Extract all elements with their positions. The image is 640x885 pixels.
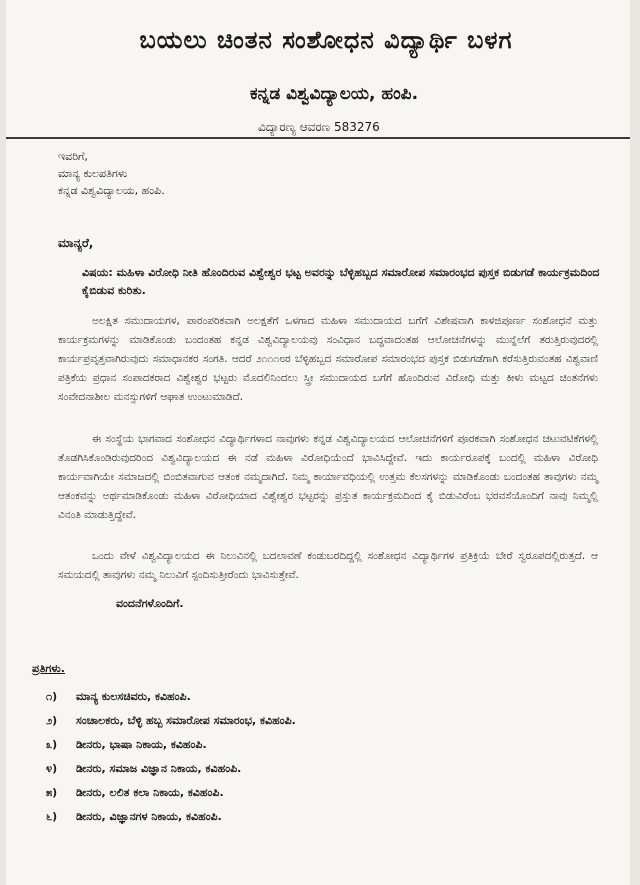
recipient-line: ಇವರಿಗೆ, bbox=[58, 150, 88, 163]
recipient-block bbox=[58, 148, 165, 199]
address-line: ವಿದ್ಯಾರಣ್ಯ ಆವರಣ 583276 bbox=[258, 120, 380, 134]
subject-line: ವಿಷಯ: ಮಹಿಳಾ ವಿರೋಧಿ ನೀತಿ ಹೊಂದಿರುವ ವಿಶ್ವೇಶ್ವರ ಭಟ್ಟ ಅವರನ್ನು ಬೆಳ್ಳಿಹಬ್ಬದ ಸಮಾರೋಪ ಸಮಾರಂಭದ ಪುಸ್ತಕ ಬಿಡುಗಡೆ ಕಾರ್ಯಕ್ರಮದಿಂದ ಕೈಬಿಡುವ ಕುರಿತು. bbox=[82, 266, 600, 297]
header-divider bbox=[6, 137, 630, 139]
copies-heading: ಪ್ರತಿಗಳು. bbox=[32, 662, 65, 675]
list-item bbox=[46, 709, 296, 733]
list-item bbox=[46, 685, 296, 709]
body-paragraph: ಒಂದು ವೇಳೆ ವಿಶ್ವವಿದ್ಯಾಲಯದ ಈ ನಿಲುವಿನಲ್ಲಿ ಬದಲಾವಣೆ ಕಂಡುಬರದಿದ್ದಲ್ಲಿ ಸಂಶೋಧನ ವಿದ್ಯಾರ್ಥಿಗಳ ಪ್ರತಿಕ್ರಿಯೆ ಬೇರೆ ಸ್ವರೂಪದಲ್ಲಿರುತ್ತದೆ. ಆ ಸಮಯದಲ್ಲಿ ತಾವುಗಳು ನಮ್ಮ ನಿಲುವಿಗೆ ಸ್ಪಂದಿಸುತ್ತೀರೆಂದು ಭಾವಿಸುತ್ತೇವೆ. bbox=[58, 550, 598, 581]
recipient-line: ಮಾನ್ಯ ಕುಲಪತಿಗಳು bbox=[58, 167, 128, 180]
salutation: ಮಾನ್ಯರೆ, bbox=[58, 236, 94, 250]
list-item-number: ೪) bbox=[46, 762, 58, 775]
list-item bbox=[46, 757, 296, 781]
list-item-number: ೩) bbox=[46, 738, 58, 751]
organization-title: ಬಯಲು ಚಿಂತನ ಸಂಶೋಧನ ವಿದ್ಯಾರ್ಥಿ ಬಳಗ bbox=[139, 26, 513, 54]
closing-line: ವಂದನೆಗಳೊಂದಿಗೆ. bbox=[116, 597, 184, 610]
list-item-number: ೧) bbox=[46, 690, 58, 703]
body-paragraph: ಅಲಕ್ಷಿತ ಸಮುದಾಯಗಳ, ಪಾರಂಪರಿಕವಾಗಿ ಅಲಕ್ಷತೆಗೆ ಒಳಗಾದ ಮಹಿಳಾ ಸಮುದಾಯದ ಬಗೆಗೆ ವಿಶೇಷವಾಗಿ ಕಾಳಜಿಪೂರ್ಣ ಸಂಶೋಧನೆ ಮತ್ತು ಕಾರ್ಯಕ್ರಮಗಳನ್ನು ಮಾಡಿಕೊಂಡು ಬಂದಂತಹ ಕನ್ನಡ ವಿಶ್ವವಿದ್ಯಾಲಯವು ಸಂವಿಧಾನ ಬದ್ಧವಾದಂತಹ ಆಲೋಚನೆಗಳನ್ನು ಮುನ್ನೆಲೆಗೆ ತರುತ್ತಿರುವುದರಲ್ಲಿ ಕಾರ್ಯಪ್ರವೃತ್ತವಾಗಿರುವುದು ಸಮಾಧಾನಕರ ಸಂಗತಿ. ಆದರೆ ೨೧೧೧೮ರ ಬೆಳ್ಳಿಹಬ್ಬದ ಸಮಾರೋಪ ಸಮಾರಂಭದ ಪುಸ್ತಕ ಬಿಡುಗಡೆಗಾಗಿ ಕರೆಸುತ್ತಿರುವಂತಹ ವಿಶ್ವವಾಣಿ ಪತ್ರಿಕೆಯ ಪ್ರಧಾನ ಸಂಪಾದಕರಾದ ವಿಶ್ವೇಶ್ವರ ಭಟ್ಟರು ಮೊದಲಿನಿಂದಲು ಸ್ತ್ರೀ ಸಮುದಾಯದ ಬಗೆಗೆ ಹೊಂದಿರುವ ವಿರೋಧಿ ಮತ್ತು ಕೀಳು ಮಟ್ಟದ ಚಿಂತನೆಗಳು ಸಂವೇದನಾಶೀಲ ಮನಸ್ಸುಗಳಿಗೆ ಆಘಾತ ಉಂಟುಮಾಡಿದೆ. bbox=[58, 315, 598, 403]
list-item bbox=[46, 733, 296, 757]
list-item-text: ಸಂಚಾಲಕರು, ಬೆಳ್ಳಿ ಹಬ್ಬ ಸಮಾರೋಪ ಸಮಾರಂಭ, ಕವಿಹಂಪಿ. bbox=[76, 714, 296, 727]
list-item-number: ೨) bbox=[46, 714, 58, 727]
body-paragraph: ಈ ಸಂಸ್ಥೆಯ ಭಾಗವಾದ ಸಂಶೋಧನ ವಿದ್ಯಾರ್ಥಿಗಳಾದ ನಾವುಗಳು ಕನ್ನಡ ವಿಶ್ವವಿದ್ಯಾಲಯದ ಆಲೋಚನೆಗಳಿಗೆ ಪೂರಕವಾಗಿ ಸಂಶೋಧನ ಚಟುವಟಿಕೆಗಳಲ್ಲಿ ತೊಡಗಿಸಿಕೊಂಡಿರುವುದರಿಂದ ವಿಶ್ವವಿದ್ಯಾಲಯದ ಈ ನಡೆ ಮಹಿಳಾ ವಿರೋಧಿಯೆಂದೆ ಭಾವಿಸಿದ್ದೇವೆ. ಇದು ಕಾರ್ಯರೂಪಕ್ಕೆ ಬಂದಲ್ಲಿ ಮಹಿಳಾ ವಿರೋಧಿ ಕಾರ್ಯವಾಗಿಯೇ ಸಮಾಜದಲ್ಲಿ ಬಿಂಬಿತವಾಗುವ ಆತಂಕ ನಮ್ಮದಾಗಿದೆ. ನಿಮ್ಮ ಕಾರ್ಯಾವಧಿಯಲ್ಲಿ ಉತ್ತಮ ಕೆಲಸಗಳನ್ನು ಮಾಡಿಕೊಂಡು ಬಂದಂತಹ ತಾವುಗಳು ನಮ್ಮ ಆತಂಕವನ್ನು ಅರ್ಥಮಾಡಿಕೊಂಡು ಮಹಿಳಾ ವಿರೋಧಿಯಾದ ವಿಶ್ವೇಶ್ವರ ಭಟ್ಟರನ್ನು ಪ್ರಸ್ತುತ ಕಾರ್ಯಕ್ರಮದಿಂದ ಕೈ ಬಿಡುವಿರೆಂಬ ಭರವಸೆಯೊಂದಿಗೆ ನಾವು ನಿಮ್ಮಲ್ಲಿ ವಿನಂತಿ ಮಾಡುತ್ತಿದ್ದೇವೆ. bbox=[58, 433, 598, 521]
list-item bbox=[46, 805, 296, 829]
copies-list bbox=[46, 685, 296, 829]
list-item bbox=[46, 781, 296, 805]
list-item-text: ಡೀನರು, ಲಲಿತ ಕಲಾ ನಿಕಾಯ, ಕವಿಹಂಪಿ. bbox=[76, 786, 224, 799]
list-item-text: ಮಾನ್ಯ ಕುಲಸಚಿವರು, ಕವಿಹಂಪಿ. bbox=[76, 690, 191, 703]
list-item-text: ಡೀನರು, ಭಾಷಾ ನಿಕಾಯ, ಕವಿಹಂಪಿ. bbox=[76, 738, 207, 751]
list-item-text: ಡೀನರು, ಸಮಾಜ ವಿಜ್ಞಾನ ನಿಕಾಯ, ಕವಿಹಂಪಿ. bbox=[76, 762, 242, 775]
list-item-number: ೫) bbox=[46, 786, 58, 799]
letter-page bbox=[6, 0, 630, 885]
university-name: ಕನ್ನಡ ವಿಶ್ವವಿದ್ಯಾಲಯ, ಹಂಪಿ. bbox=[250, 84, 419, 104]
list-item-number: ೬) bbox=[46, 810, 58, 823]
recipient-line: ಕನ್ನಡ ವಿಶ್ವವಿದ್ಯಾಲಯ, ಹಂಪಿ. bbox=[58, 184, 165, 197]
list-item-text: ಡೀನರು, ವಿಜ್ಞಾನಗಳ ನಿಕಾಯ, ಕವಿಹಂಪಿ. bbox=[76, 810, 222, 823]
